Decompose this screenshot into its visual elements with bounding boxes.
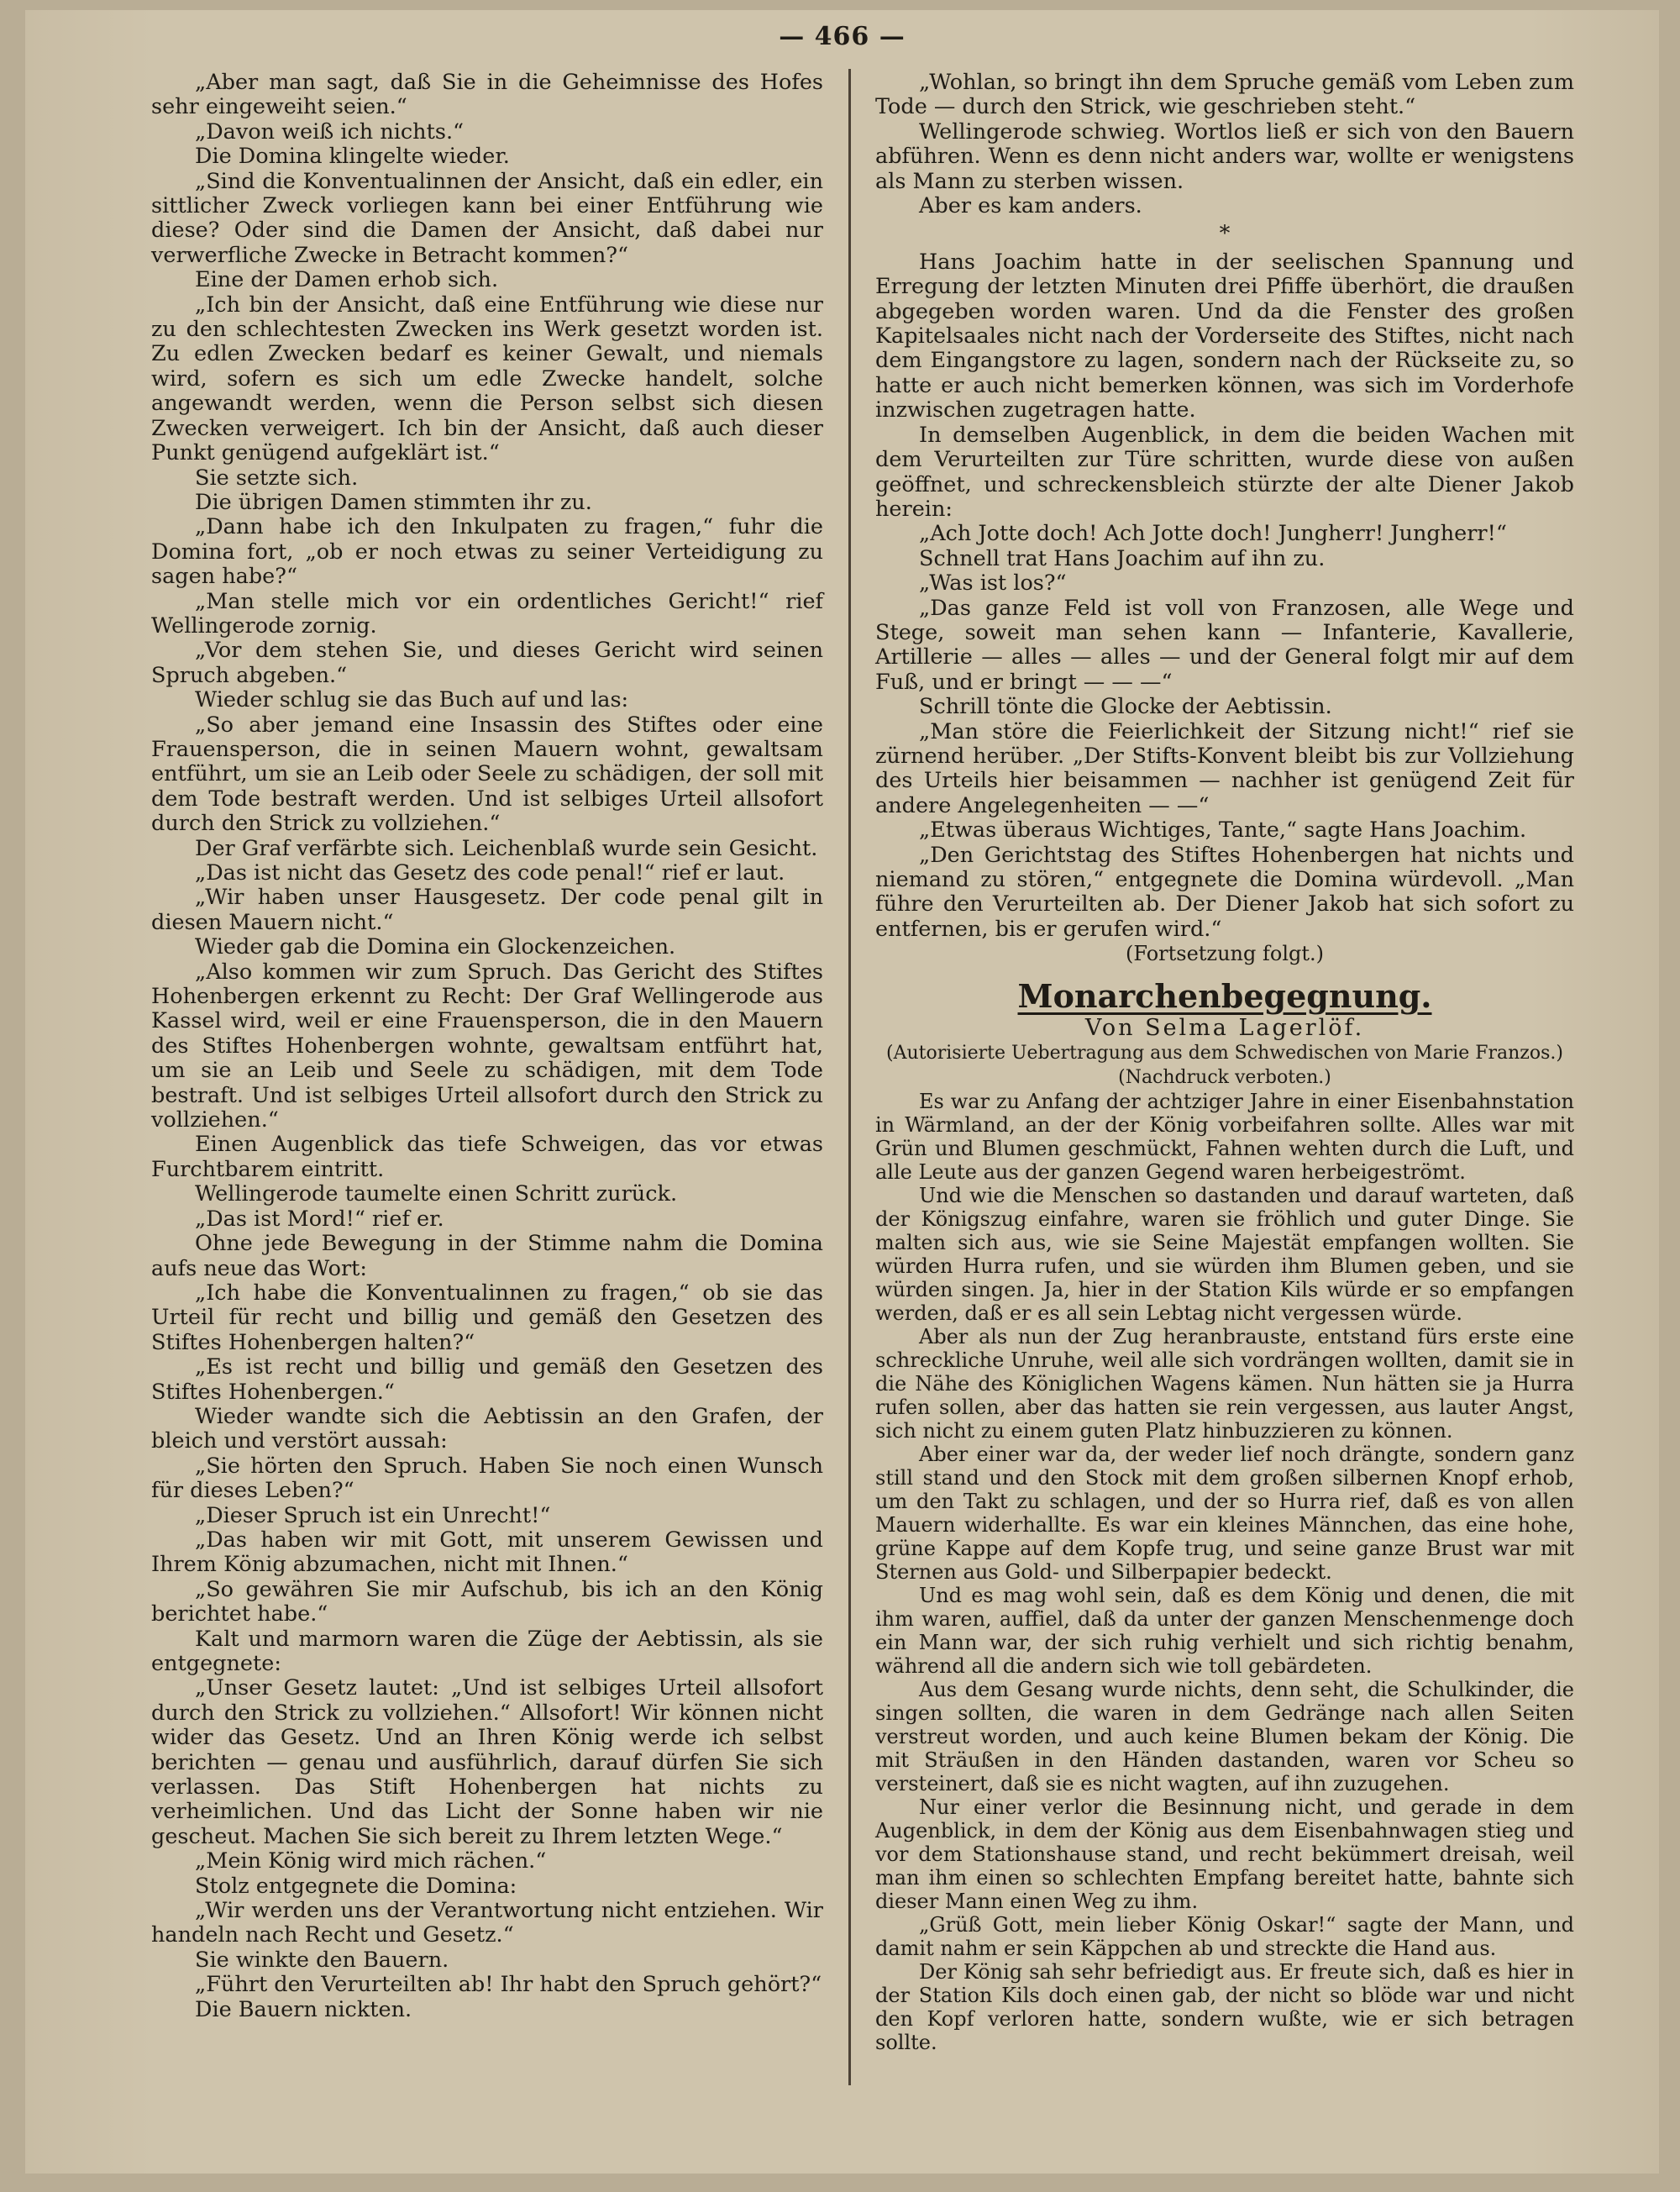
paragraph: Wieder wandte sich die Aebtissin an den Grafen, der bleich und verstört aussah: (151, 1403, 823, 1454)
paragraph: „Dieser Spruch ist ein Unrecht!“ (195, 1502, 551, 1528)
paragraph: Die Domina klingelte wieder. (195, 144, 510, 170)
paragraph: Die übrigen Damen stimmten ihr zu. (195, 489, 592, 515)
paragraph: Die Bauern nickten. (195, 1996, 412, 2022)
paragraph: Einen Augenblick das tiefe Schweigen, das vor etwas Furchtbarem eintritt. (151, 1132, 823, 1182)
paragraph: Schrill tönte die Glocke der Aebtissin. (919, 694, 1332, 720)
paragraph: „Führt den Verurteilten ab! Ihr habt den Spruch gehört?“ (195, 1972, 822, 1998)
paragraph: Wellingerode taumelte einen Schritt zurück. (195, 1181, 678, 1207)
paragraph: „Ich bin der Ansicht, daß eine Entführung wie diese nur zu den schlechtesten Zwecken ins Werk gesetzt worden ist. Zu edlen Zwecken bedarf es keiner Gewalt, und niemals wird, sofern es sich um edle Zwecke handelt, solche angewandt werden, wenn die Person selbst sich diesen Zwecken verweigert. Ich bin der Ansicht, daß auch dieser Punkt genügend aufgeklärt ist.“ (151, 292, 823, 466)
paragraph: Wieder schlug sie das Buch auf und las: (195, 687, 629, 713)
column-rule (848, 69, 851, 2085)
paragraph: Sie setzte sich. (195, 465, 359, 491)
paragraph: „Das haben wir mit Gott, mit unserem Gewissen und Ihrem König abzumachen, nicht mit Ihnen.“ (151, 1527, 823, 1578)
paragraph: „Man störe die Feierlichkeit der Sitzung nicht!“ rief sie zürnend herüber. „Der Stifts-Konvent bleibt bis zur Vollziehung des Urteils hier beisammen — nachher ist genügend Zeit für andere Angelegenheiten — —“ (875, 718, 1574, 818)
paragraph: Aber einer war da, der weder lief noch drängte, sondern ganz still stand und den Stock mit dem großen silbernen Knopf erhob, um den Takt zu schlagen, und der so Hurra rief, daß es von allen Mauern widerhallte. Es war ein kleines Männchen, das eine hohe, grüne Kappe auf dem Kopfe trug, und seine ganze Brust war mit Sternen aus Gold- und Silberpapier bedeckt. (875, 1443, 1574, 1585)
paragraph: „Das ist nicht das Gesetz des code penal!“ rief er laut. (195, 860, 785, 886)
paragraph: Kalt und marmorn waren die Züge der Aebtissin, als sie entgegnete: (151, 1626, 823, 1676)
paragraph: Wieder gab die Domina ein Glockenzeichen. (195, 934, 676, 960)
paragraph: „Das ist Mord!“ rief er. (195, 1206, 444, 1232)
continuation-note: (Fortsetzung folgt.) (1126, 942, 1324, 966)
paragraph: Der König sah sehr befriedigt aus. Er freute sich, daß es hier in der Station Kils doch einen gab, der nicht so blöde war und nicht den Kopf verloren hatte, sondern wußte, wie er sich betragen sollte. (875, 1960, 1574, 2055)
paragraph: „Sie hörten den Spruch. Haben Sie noch einen Wunsch für dieses Leben?“ (151, 1453, 823, 1504)
paragraph: „Den Gerichtstag des Stiftes Hohenbergen hat nichts und niemand zu stören,“ entgegnete die Domina würdevoll. „Man führe den Verurteilten ab. Der Diener Jakob hat sich sofort zu entfernen, bis er gerufen wird.“ (875, 842, 1574, 942)
paragraph: „Wir werden uns der Verantwortung nicht entziehen. Wir handeln nach Recht und Gesetz.“ (151, 1898, 823, 1948)
story-author: Von Selma Lagerlöf. (1084, 1015, 1365, 1042)
paragraph: Aber als nun der Zug heranbrauste, entstand fürs erste eine schreckliche Unruhe, weil alle sich vordrängen wollten, damit sie in die Nähe des Königlichen Wagens kämen. Nun hätten sie ja Hurra rufen sollen, aber das hatten sie rein vergessen, aus lauter Angst, sich nicht zu einem guten Platz hinbuzzieren zu können. (875, 1325, 1574, 1443)
story-body (875, 1090, 1574, 2054)
right-column (875, 71, 1574, 2054)
translation-note: (Autorisierte Uebertragung aus dem Schwedischen von Marie Franzos.) (886, 1042, 1563, 1064)
paragraph: „Man stelle mich vor ein ordentliches Gericht!“ rief Wellingerode zornig. (151, 588, 823, 639)
paragraph: „Unser Gesetz lautet: „Und ist selbiges Urteil allsofort durch den Strick zu vollziehen.“ Allsofort! Wir können nicht wider das Gesetz. Und an Ihren König werde ich selbst berichten — genau und ausführlich, darauf dürfen Sie sich verlassen. Das Stift Hohenbergen hat nichts zu verheimlichen. Und das Licht der Sonne haben wir nie gescheut. Machen Sie sich bereit zu Ihrem letzten Wege.“ (151, 1675, 823, 1849)
paragraph: „Sind die Konventualinnen der Ansicht, daß ein edler, ein sittlicher Zweck vorliegen kann bei einer Entführung wie diese? Oder sind die Damen der Ansicht, daß dabei nur verwerfliche Zwecke in Betracht kommen?“ (151, 168, 823, 268)
paragraph: „Aber man sagt, daß Sie in die Geheimnisse des Hofes sehr eingeweiht seien.“ (151, 70, 823, 120)
paragraph: „Vor dem stehen Sie, und dieses Gericht wird seinen Spruch abgeben.“ (151, 638, 823, 688)
paragraph: „Also kommen wir zum Spruch. Das Gericht des Stiftes Hohenbergen erkennt zu Recht: Der Graf Wellingerode aus Kassel wird, weil er eine Frauensperson, die in den Mauern des Stiftes Hohenbergen wohnte, gewaltsam entführt hat, um sie an Leib und Seele zu schädigen, mit dem Tode bestraft. Und ist selbiges Urteil allsofort durch den Strick zu vollziehen.“ (151, 959, 823, 1133)
serial-section (875, 250, 1574, 942)
paragraph: „Was ist los?“ (919, 570, 1067, 597)
paragraph: Und es mag wohl sein, daß es dem König und denen, die mit ihm waren, auffiel, daß da unter der ganzen Menschenmenge doch ein Mann war, der sich ruhig verhielt und sich richtig benahm, während all die andern sich wie toll gebärdeten. (875, 1584, 1574, 1679)
paragraph: Ohne jede Bewegung in der Stimme nahm die Domina aufs neue das Wort: (151, 1231, 823, 1281)
paragraph: Aus dem Gesang wurde nichts, denn seht, die Schulkinder, die singen sollten, die waren in dem Gedränge nach allen Seiten verstreut worden, und auch keine Blumen bekam der König. Die mit Sträußen in den Händen dastanden, waren vor Scheu so versteinert, daß sie es nicht wagten, auf ihn zuzugehen. (875, 1678, 1574, 1796)
paragraph: Es war zu Anfang der achtziger Jahre in einer Eisenbahnstation in Wärmland, an der der König vorbeifahren sollte. Alles war mit Grün und Blumen geschmückt, Fahnen wehten durch die Luft, und alle Leute aus der ganzen Gegend waren herbeigeströmt. (875, 1090, 1574, 1185)
paragraph: Nur einer verlor die Besinnung nicht, und gerade in dem Augenblick, in dem der König aus dem Eisenbahnwagen stieg und vor dem Stationshause stand, und recht bekümmert dreisah, weil man ihm einen so schlechten Empfang bereitet hatte, bahnte sich dieser Mann einen Weg zu ihm. (875, 1795, 1574, 1914)
paragraph: Der Graf verfärbte sich. Leichenblaß wurde sein Gesicht. (195, 835, 818, 861)
serial-continuation (875, 71, 1574, 218)
newspaper-page (25, 10, 1659, 2174)
paragraph: „Das ganze Feld ist voll von Franzosen, alle Wege und Stege, soweit man sehen kann — Infanterie, Kavallerie, Artillerie — alles — alles — und der General folgt mir auf dem Fuß, und er bringt — — —“ (875, 595, 1574, 695)
paragraph: „Ach Jotte doch! Ach Jotte doch! Jungherr! Jungherr!“ (919, 521, 1507, 547)
paragraph: „Davon weiß ich nichts.“ (195, 118, 465, 145)
paragraph: „Etwas überaus Wichtiges, Tante,“ sagte Hans Joachim. (919, 817, 1527, 844)
paragraph: „Grüß Gott, mein lieber König Oskar!“ sagte der Mann, und damit nahm er sein Käppchen ab und streckte die Hand aus. (875, 1913, 1574, 1961)
paragraph: „Es ist recht und billig und gemäß den Gesetzen des Stiftes Hohenbergen.“ (151, 1354, 823, 1405)
story-title: Monarchenbegegnung. (1017, 977, 1432, 1016)
paragraph: Schnell trat Hans Joachim auf ihn zu. (919, 545, 1326, 571)
left-column (151, 71, 823, 2022)
page-number: — 466 — (779, 22, 906, 51)
paragraph: Hans Joachim hatte in der seelischen Spannung und Erregung der letzten Minuten drei Pfiffe überhört, die draußen abgegeben worden waren. Und da die Fenster des großen Kapitelsaales nicht nach der Vorderseite des Stiftes, nicht nach dem Eingangstore zu lagen, sondern nach der Rückseite zu, so hatte er auch nicht bemerken können, was sich im Vorderhofe inzwischen zugetragen hatte. (875, 249, 1574, 423)
paragraph: „Wir haben unser Hausgesetz. Der code penal gilt in diesen Mauern nicht.“ (151, 885, 823, 935)
paragraph: „Wohlan, so bringt ihn dem Spruche gemäß vom Leben zum Tode — durch den Strick, wie geschrieben steht.“ (875, 70, 1574, 120)
reprint-note: (Nachdruck verboten.) (1118, 1067, 1331, 1089)
paragraph: „So aber jemand eine Insassin des Stiftes oder eine Frauensperson, die in seinen Mauern wohnt, gewaltsam entführt, um sie an Leib oder Seele zu schädigen, der soll mit dem Tode bestraft werden. Und ist selbiges Urteil allsofort durch den Strick zu vollziehen.“ (151, 712, 823, 837)
paragraph: Wellingerode schwieg. Wortlos ließ er sich von den Bauern abführen. Wenn es denn nicht anders war, wollte er wenigstens als Mann zu sterben wissen. (875, 118, 1574, 194)
paragraph: Stolz entgegnete die Domina: (195, 1873, 517, 1899)
paragraph: Eine der Damen erhob sich. (195, 267, 499, 293)
paragraph: „Ich habe die Konventualinnen zu fragen,“ ob sie das Urteil für recht und billig und gemäß den Gesetzen des Stiftes Hohenbergen halten?“ (151, 1280, 823, 1355)
paragraph: „So gewähren Sie mir Aufschub, bis ich an den König berichtet habe.“ (151, 1576, 823, 1627)
paragraph: „Dann habe ich den Inkulpaten zu fragen,“ fuhr die Domina fort, „ob er noch etwas zu seiner Verteidigung zu sagen habe?“ (151, 514, 823, 590)
section-separator: * (1219, 221, 1231, 247)
paragraph: Sie winkte den Bauern. (195, 1947, 449, 1973)
paragraph: Und wie die Menschen so dastanden und darauf warteten, daß der Königszug einfahre, waren sie fröhlich und guter Dinge. Sie malten sich aus, wie sie Seine Majestät empfangen wollten. Sie würden Hurra rufen, und sie würden ihm Blumen geben, und sie würden singen. Ja, hier in der Station Kils würde er so empfangen werden, daß er es all sein Lebtag nicht vergessen würde. (875, 1184, 1574, 1326)
paragraph: „Mein König wird mich rächen.“ (195, 1848, 547, 1874)
paragraph: Aber es kam anders. (919, 193, 1142, 219)
paragraph: In demselben Augenblick, in dem die beiden Wachen mit dem Verurteilten zur Türe schritten, wurde diese von außen geöffnet, und schreckensbleich stürzte der alte Diener Jakob herein: (875, 422, 1574, 522)
